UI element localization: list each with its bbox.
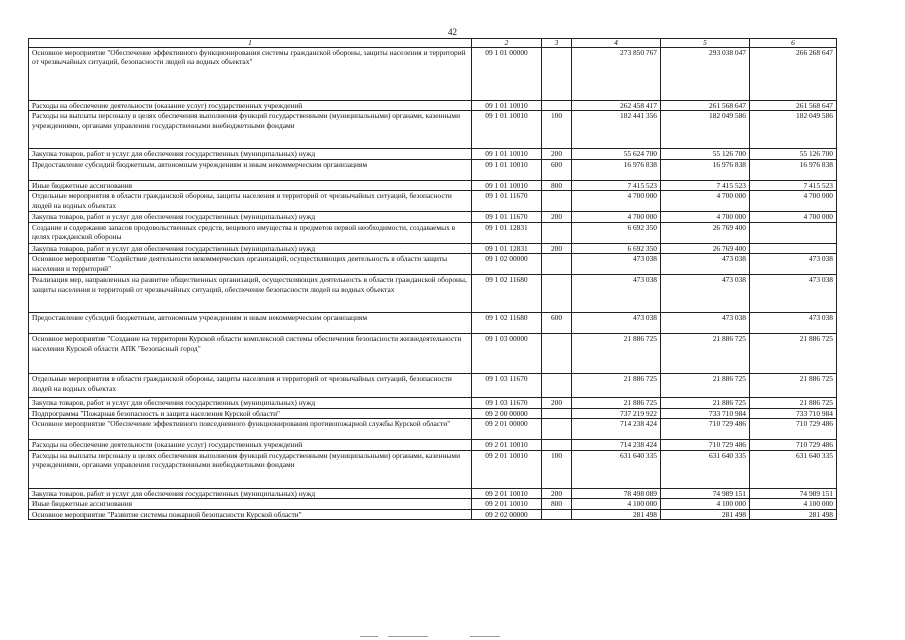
row-value-year1: 473 038 — [572, 254, 661, 275]
row-name-cell: Подпрограмма "Пожарная безопасность и защита населения Курской области" — [29, 408, 472, 418]
row-value-year3: 21 886 725 — [750, 398, 837, 408]
row-code-cell: 09 1 01 10010 — [472, 149, 542, 159]
row-name-cell: Отдельные мероприятия в области гражданской обороны, защиты населения и территорий от чрезвычайных ситуаций, безопасности людей на водных объектах — [29, 374, 472, 398]
row-vr-cell — [542, 275, 572, 313]
row-vr-cell: 100 — [542, 111, 572, 149]
header-col-name: 1 — [29, 39, 472, 48]
table-row — [29, 254, 837, 275]
row-value-year1: 714 238 424 — [572, 419, 661, 440]
row-name-cell: Основное мероприятие "Обеспечение эффективного функционирования системы гражданской обороны, защиты населения и территорий от чрезвычайных ситуаций, безопасности людей на водных объектах" — [29, 48, 472, 101]
row-value-year3: 473 038 — [750, 275, 837, 313]
row-value-year3: 710 729 486 — [750, 419, 837, 440]
row-value-year3: 74 989 151 — [750, 488, 837, 498]
table-row — [29, 488, 837, 498]
row-code-cell: 09 1 01 10010 — [472, 159, 542, 180]
header-col-code: 2 — [472, 39, 542, 48]
row-name-cell: Расходы на обеспечение деятельности (оказание услуг) государственных учреждений — [29, 101, 472, 111]
table-body — [29, 48, 837, 520]
table-row — [29, 374, 837, 398]
row-code-cell: 09 2 01 00000 — [472, 419, 542, 440]
row-value-year1: 55 624 700 — [572, 149, 661, 159]
row-name-cell: Расходы на выплаты персоналу в целях обеспечения выполнения функций государственными (муниципальными) органами, казенными учреждениями, органами управления государственными внебюджетными фондами — [29, 450, 472, 488]
table-header-row — [29, 39, 837, 48]
row-code-cell: 09 1 02 11680 — [472, 313, 542, 334]
header-col-year2: 5 — [661, 39, 750, 48]
row-vr-cell — [542, 334, 572, 374]
row-value-year2: 26 769 400 — [661, 222, 750, 243]
header-col-year1: 4 — [572, 39, 661, 48]
row-value-year1: 737 219 922 — [572, 408, 661, 418]
header-col-vr: 3 — [542, 39, 572, 48]
row-value-year1: 21 886 725 — [572, 398, 661, 408]
row-name-cell: Основное мероприятие "Содействие деятельности некоммерческих организаций, осуществляющих деятельность в области защиты населения и территорий" — [29, 254, 472, 275]
row-code-cell: 09 2 01 10010 — [472, 488, 542, 498]
row-value-year2: 293 038 047 — [661, 48, 750, 101]
row-name-cell: Расходы на обеспечение деятельности (оказание услуг) государственных учреждений — [29, 440, 472, 450]
row-vr-cell — [542, 408, 572, 418]
row-vr-cell: 600 — [542, 159, 572, 180]
table-row — [29, 159, 837, 180]
row-value-year2: 281 498 — [661, 509, 750, 519]
row-value-year2: 710 729 486 — [661, 419, 750, 440]
row-value-year1: 281 498 — [572, 509, 661, 519]
table-row — [29, 101, 837, 111]
table-row — [29, 408, 837, 418]
row-value-year1: 16 976 838 — [572, 159, 661, 180]
row-value-year3 — [750, 222, 837, 243]
header-col-year3: 6 — [750, 39, 837, 48]
table-row — [29, 222, 837, 243]
row-value-year2: 55 126 700 — [661, 149, 750, 159]
row-code-cell: 09 2 00 00000 — [472, 408, 542, 418]
table-row — [29, 149, 837, 159]
row-vr-cell: 200 — [542, 212, 572, 222]
row-name-cell: Отдельные мероприятия в области гражданской обороны, защиты населения и территорий от чрезвычайных ситуаций, безопасности людей на водных объектах — [29, 191, 472, 212]
row-value-year2: 4 100 000 — [661, 499, 750, 509]
row-value-year3: 7 415 523 — [750, 180, 837, 190]
row-value-year3: 21 886 725 — [750, 334, 837, 374]
row-value-year3: 21 886 725 — [750, 374, 837, 398]
table-row — [29, 243, 837, 253]
row-name-cell: Закупка товаров, работ и услуг для обеспечения государственных (муниципальных) нужд — [29, 488, 472, 498]
row-vr-cell: 100 — [542, 450, 572, 488]
row-value-year1: 6 692 350 — [572, 243, 661, 253]
row-vr-cell: 600 — [542, 313, 572, 334]
row-name-cell: Реализация мер, направленных на развитие общественных организаций, осуществляющих деятельность в области гражданской обороны, защиты населения и территорий от чрезвычайных ситуаций, обеспечение безопасности людей на водных объектах — [29, 275, 472, 313]
row-value-year1: 473 038 — [572, 313, 661, 334]
row-code-cell: 09 1 03 11670 — [472, 374, 542, 398]
row-value-year2: 26 769 400 — [661, 243, 750, 253]
row-value-year3: 4 100 000 — [750, 499, 837, 509]
row-value-year2: 182 049 586 — [661, 111, 750, 149]
budget-table — [28, 38, 837, 520]
table-row — [29, 313, 837, 334]
row-value-year3: 473 038 — [750, 254, 837, 275]
row-code-cell: 09 1 01 10010 — [472, 111, 542, 149]
row-value-year2: 4 700 000 — [661, 191, 750, 212]
row-code-cell: 09 1 03 00000 — [472, 334, 542, 374]
row-name-cell: Основное мероприятие "Создание на территории Курской области комплексной системы обеспечения безопасности жизнедеятельности населения Курской области АПК "Безопасный город" — [29, 334, 472, 374]
row-value-year1: 6 692 350 — [572, 222, 661, 243]
row-code-cell: 09 1 01 10010 — [472, 101, 542, 111]
row-vr-cell: 800 — [542, 180, 572, 190]
row-vr-cell: 200 — [542, 488, 572, 498]
row-value-year2: 7 415 523 — [661, 180, 750, 190]
row-code-cell: 09 1 01 10010 — [472, 180, 542, 190]
row-name-cell: Закупка товаров, работ и услуг для обеспечения государственных (муниципальных) нужд — [29, 243, 472, 253]
row-name-cell: Предоставление субсидий бюджетным, автономным учреждениям и иным некоммерческим организациям — [29, 159, 472, 180]
row-name-cell: Закупка товаров, работ и услуг для обеспечения государственных (муниципальных) нужд — [29, 212, 472, 222]
row-value-year1: 273 850 767 — [572, 48, 661, 101]
row-name-cell: Предоставление субсидий бюджетным, автономным учреждениям и иным некоммерческим организациям — [29, 313, 472, 334]
row-vr-cell — [542, 509, 572, 519]
row-value-year2: 74 989 151 — [661, 488, 750, 498]
row-code-cell: 09 1 01 00000 — [472, 48, 542, 101]
table-row — [29, 419, 837, 440]
row-code-cell: 09 2 02 00000 — [472, 509, 542, 519]
table-row — [29, 212, 837, 222]
row-vr-cell — [542, 222, 572, 243]
table-row — [29, 450, 837, 488]
row-value-year1: 631 640 335 — [572, 450, 661, 488]
row-code-cell: 09 2 01 10010 — [472, 450, 542, 488]
table-row — [29, 48, 837, 101]
row-value-year1: 21 886 725 — [572, 374, 661, 398]
row-vr-cell: 800 — [542, 499, 572, 509]
row-value-year3: 631 640 335 — [750, 450, 837, 488]
row-code-cell: 09 1 03 11670 — [472, 398, 542, 408]
row-value-year3: 4 700 000 — [750, 212, 837, 222]
row-name-cell: Иные бюджетные ассигнования — [29, 499, 472, 509]
row-code-cell: 09 1 02 00000 — [472, 254, 542, 275]
row-value-year1: 473 038 — [572, 275, 661, 313]
row-value-year2: 710 729 486 — [661, 440, 750, 450]
row-value-year2: 4 700 000 — [661, 212, 750, 222]
row-name-cell: Закупка товаров, работ и услуг для обеспечения государственных (муниципальных) нужд — [29, 149, 472, 159]
table-row — [29, 334, 837, 374]
row-name-cell: Расходы на выплаты персоналу в целях обеспечения выполнения функций государственными (муниципальными) органами, казенными учреждениями, органами управления государственными внебюджетными фондами — [29, 111, 472, 149]
row-vr-cell — [542, 254, 572, 275]
row-value-year1: 21 886 725 — [572, 334, 661, 374]
row-vr-cell — [542, 374, 572, 398]
row-value-year2: 261 568 647 — [661, 101, 750, 111]
row-value-year3: 16 976 838 — [750, 159, 837, 180]
row-value-year3 — [750, 243, 837, 253]
row-value-year2: 16 976 838 — [661, 159, 750, 180]
page-number: 42 — [448, 27, 457, 37]
row-value-year3: 281 498 — [750, 509, 837, 519]
row-code-cell: 09 1 02 11680 — [472, 275, 542, 313]
table-row — [29, 111, 837, 149]
row-vr-cell — [542, 101, 572, 111]
row-value-year3: 261 568 647 — [750, 101, 837, 111]
row-value-year2: 473 038 — [661, 313, 750, 334]
row-name-cell: Создание и содержание запасов продовольственных средств, вещевого имущества и предметов первой необходимости, создаваемых в целях гражданской обороны — [29, 222, 472, 243]
table-row — [29, 440, 837, 450]
row-value-year2: 21 886 725 — [661, 398, 750, 408]
row-name-cell: Основное мероприятие "Развитие системы пожарной безопасности Курской области" — [29, 509, 472, 519]
row-code-cell: 09 1 01 11670 — [472, 191, 542, 212]
row-vr-cell — [542, 48, 572, 101]
row-vr-cell: 200 — [542, 149, 572, 159]
row-vr-cell — [542, 440, 572, 450]
row-vr-cell — [542, 191, 572, 212]
row-value-year1: 4 700 000 — [572, 191, 661, 212]
scan-edge-marks — [0, 634, 905, 640]
row-value-year3: 473 038 — [750, 313, 837, 334]
row-vr-cell — [542, 419, 572, 440]
row-code-cell: 09 2 01 10010 — [472, 440, 542, 450]
row-value-year1: 78 498 089 — [572, 488, 661, 498]
table-row — [29, 398, 837, 408]
row-value-year2: 473 038 — [661, 254, 750, 275]
row-value-year3: 266 268 647 — [750, 48, 837, 101]
row-value-year2: 733 710 984 — [661, 408, 750, 418]
table-row — [29, 509, 837, 519]
table-row — [29, 275, 837, 313]
row-value-year1: 262 458 417 — [572, 101, 661, 111]
row-value-year2: 21 886 725 — [661, 334, 750, 374]
row-value-year3: 4 700 000 — [750, 191, 837, 212]
row-value-year3: 55 126 700 — [750, 149, 837, 159]
row-code-cell: 09 1 01 12831 — [472, 243, 542, 253]
row-value-year3: 733 710 984 — [750, 408, 837, 418]
row-value-year3: 182 049 586 — [750, 111, 837, 149]
row-vr-cell: 200 — [542, 398, 572, 408]
row-value-year1: 4 100 000 — [572, 499, 661, 509]
table-row — [29, 191, 837, 212]
row-value-year3: 710 729 486 — [750, 440, 837, 450]
row-value-year2: 473 038 — [661, 275, 750, 313]
row-name-cell: Иные бюджетные ассигнования — [29, 180, 472, 190]
row-vr-cell: 200 — [542, 243, 572, 253]
row-name-cell: Закупка товаров, работ и услуг для обеспечения государственных (муниципальных) нужд — [29, 398, 472, 408]
row-value-year2: 631 640 335 — [661, 450, 750, 488]
table-row — [29, 499, 837, 509]
row-value-year1: 714 238 424 — [572, 440, 661, 450]
row-value-year1: 7 415 523 — [572, 180, 661, 190]
row-code-cell: 09 2 01 10010 — [472, 499, 542, 509]
row-name-cell: Основное мероприятие "Обеспечение эффективного повседневного функционирования противопожарной службы Курской области" — [29, 419, 472, 440]
table-row — [29, 180, 837, 190]
row-code-cell: 09 1 01 12831 — [472, 222, 542, 243]
row-value-year1: 4 700 000 — [572, 212, 661, 222]
row-code-cell: 09 1 01 11670 — [472, 212, 542, 222]
row-value-year1: 182 441 356 — [572, 111, 661, 149]
row-value-year2: 21 886 725 — [661, 374, 750, 398]
